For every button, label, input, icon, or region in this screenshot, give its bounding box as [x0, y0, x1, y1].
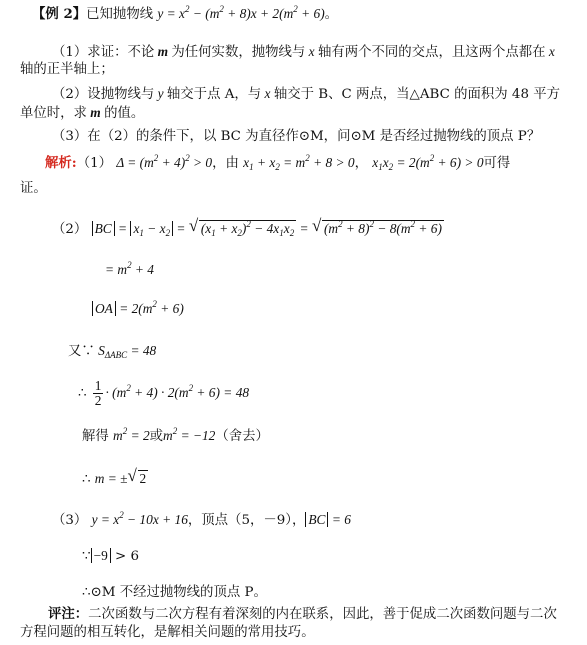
example-tag: 【例 2】: [32, 6, 87, 22]
solution-part-1: 解析:（1） $\Delta = (m^2 + 4)^2 > 0$，由 $x_1 + x_2 = m^2 + 8 > 0$， $x_1x_2 = 2(m^2 + 6) > 0$可得: [45, 153, 511, 172]
comment: 评注：二次函数与二次方程有着深刻的内在联系，因此，善于促成二次函数问题与二次: [48, 606, 557, 622]
conclusion: ∴⊙M 不经过抛物线的顶点 P。: [82, 585, 267, 600]
parabola-equation: $y = x^2 - (m^2 + 8)x + 2(m^2 + 6)$: [157, 4, 325, 21]
solve-result: 解得 $m^2 = 2$或$m^2 = -12$（舍去）: [82, 426, 269, 444]
oa-length: OA = $2(m^2 + 6)$: [92, 300, 184, 319]
solution-part-1-cont: 证。: [20, 181, 47, 196]
question-3: （3）在（2）的条件下，以 BC 为直径作⊙M，问⊙M 是否经过抛物线的顶点 P？: [52, 129, 541, 144]
question-2: （2）设抛物线与 y 轴交于点 A，与 x 轴交于 B、C 两点，当△ABC 的面积为 48 平方: [52, 86, 561, 102]
area-condition: 又∵ $S_{\Delta ABC} = 48$: [68, 343, 157, 360]
question-1: （1）求证：不论 m 为任何实数，抛物线与 x 轴有两个不同的交点，且这两个点都在 x: [52, 44, 555, 60]
solution-part-3: （3） $y = x^2 - 10x + 16$，顶点（5，－9）， BC = 6: [52, 510, 351, 528]
example-statement: 【例 2】已知抛物线 $y = x^2 - (m^2 + 8)x + 2(m^2 + 6)$。: [32, 4, 339, 22]
comment-label: 评注：: [48, 606, 89, 622]
comparison: ∵ −9 > 6: [82, 548, 140, 564]
area-equation: ∴ $\frac{1}{2}$ · $(m^2 + 4) \cdot 2(m^2 + 6) = 48$: [78, 378, 250, 408]
bc-length-result: = $m^2 + 4$: [105, 260, 154, 277]
comment-cont: 方程问题的相互转化，是解相关问题的常用技巧。: [20, 625, 315, 640]
question-1-cont: 轴的正半轴上；: [20, 62, 114, 77]
question-2-cont: 单位时，求 m 的值。: [20, 105, 145, 121]
bc-length-derivation: （2） BC = $x_1 - x_2$ = √ $(x_1 + x_2)^2 - 4x_1x_2$ = √ $(m^2 + 8)^2 - 8(m^2 + 6)$: [52, 216, 442, 238]
m-value: ∴ m = ± √ 2: [82, 466, 147, 487]
solution-label: 解析:: [45, 155, 77, 171]
